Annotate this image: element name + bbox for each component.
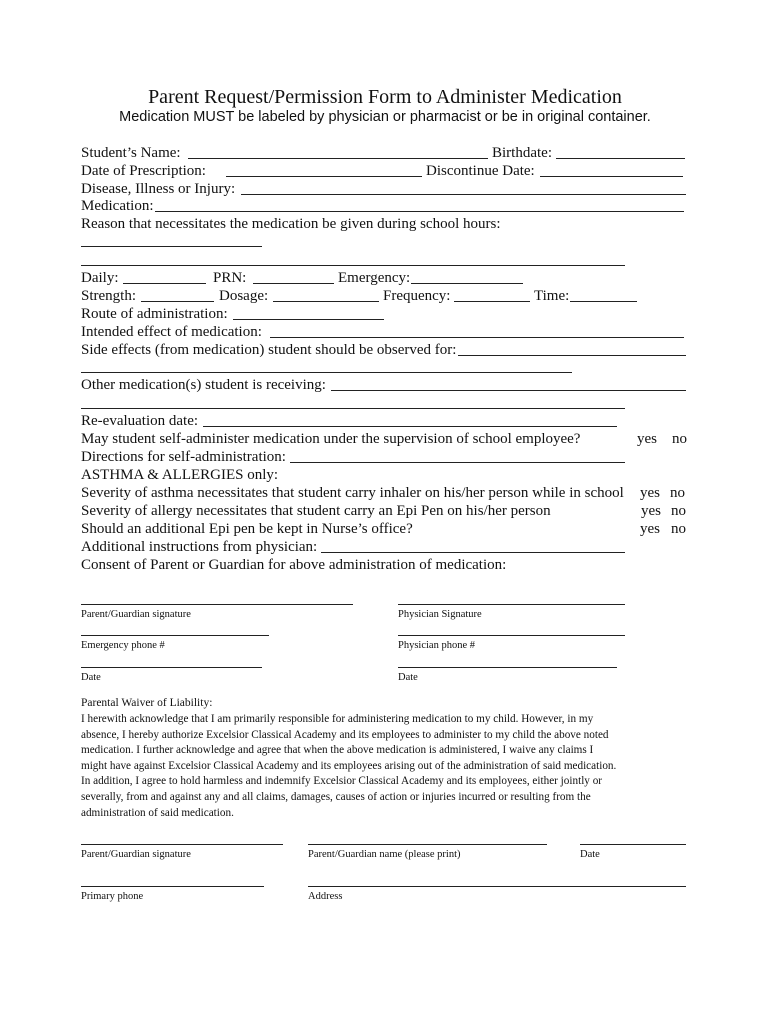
intended-effect-line[interactable] [270, 337, 684, 338]
frequency-line[interactable] [454, 301, 530, 302]
additional-instructions-line[interactable] [321, 552, 625, 553]
reason-label: Reason that necessitates the medication be given during school hours: [81, 216, 501, 232]
daily-line[interactable] [123, 283, 206, 284]
consent-label: Consent of Parent or Guardian for above administration of medication: [81, 557, 507, 573]
student-name-label: Student’s Name: [81, 145, 181, 161]
disease-line[interactable] [241, 194, 686, 195]
date-of-prescription-label: Date of Prescription: [81, 163, 206, 179]
side-effects-line-2[interactable] [81, 372, 572, 373]
disease-label: Disease, Illness or Injury: [81, 181, 236, 197]
other-medication-line[interactable] [331, 390, 686, 391]
page-subtitle: Medication MUST be labeled by physician or pharmacist or be in original container. [119, 109, 651, 125]
intended-effect-label: Intended effect of medication: [81, 324, 262, 340]
physician-phone-line[interactable] [398, 635, 625, 636]
asthma-severity-label: Severity of asthma necessitates that student carry inhaler on his/her person while in school [81, 485, 624, 501]
other-medication-line-2[interactable] [81, 408, 625, 409]
address-line[interactable] [308, 886, 686, 887]
self-administer-label: May student self-administer medication under the supervision of school employee? [81, 431, 581, 447]
reevaluation-line[interactable] [203, 426, 617, 427]
medication-label: Medication: [81, 198, 154, 214]
side-effects-label: Side effects (from medication) student should be observed for: [81, 342, 457, 358]
self-administer-yes[interactable]: yes [637, 431, 657, 447]
medication-line[interactable] [155, 211, 684, 212]
route-label: Route of administration: [81, 306, 228, 322]
strength-label: Strength: [81, 288, 136, 304]
directions-line[interactable] [290, 462, 625, 463]
time-label: Time: [534, 288, 570, 304]
physician-signature-line[interactable] [398, 604, 625, 605]
waiver-heading: Parental Waiver of Liability: [81, 697, 213, 709]
waiver-line: severally, from and against any and all claims, damages, causes of action or injuries incurred or resulting from the [81, 790, 591, 803]
emergency-phone-line[interactable] [81, 635, 269, 636]
emergency-label: Emergency: [338, 270, 411, 286]
allergy-severity-label: Severity of allergy necessitates that student carry an Epi Pen on his/her person [81, 503, 551, 519]
birthdate-label: Birthdate: [492, 145, 552, 161]
discontinue-date-line[interactable] [540, 176, 683, 177]
waiver-line: In addition, I agree to hold harmless and indemnify Excelsior Classical Academy and its employees, either jointly or [81, 775, 603, 788]
dosage-line[interactable] [273, 301, 379, 302]
allergy-severity-no[interactable]: no [671, 503, 686, 519]
physician-phone-label: Physician phone # [398, 640, 475, 651]
physician-signature-label: Physician Signature [398, 609, 482, 620]
reevaluation-label: Re-evaluation date: [81, 413, 199, 429]
emergency-line[interactable] [411, 283, 523, 284]
waiver-line: I herewith acknowledge that I am primarily responsible for administering medication to my child. However, in my [81, 713, 594, 725]
date-of-prescription-line[interactable] [226, 176, 422, 177]
epi-pen-nurse-label: Should an additional Epi pen be kept in Nurse’s office? [81, 521, 413, 537]
other-medication-label: Other medication(s) student is receiving: [81, 377, 326, 393]
bottom-parent-signature-label: Parent/Guardian signature [81, 849, 191, 860]
asthma-allergies-heading: ASTHMA & ALLERGIES only: [81, 467, 279, 483]
daily-label: Daily: [81, 270, 119, 286]
date-label-left: Date [81, 672, 101, 683]
frequency-label: Frequency: [383, 288, 451, 304]
primary-phone-label: Primary phone [81, 891, 144, 902]
date-line-left[interactable] [81, 667, 262, 668]
waiver-line: absence, I hereby authorize Excelsior Classical Academy and its employees to administer to my child the above noted [81, 728, 609, 741]
side-effects-line[interactable] [458, 355, 686, 356]
birthdate-line[interactable] [556, 158, 685, 159]
bottom-date-line[interactable] [580, 844, 686, 845]
dosage-label: Dosage: [219, 288, 269, 304]
self-administer-no[interactable]: no [672, 431, 687, 447]
discontinue-date-label: Discontinue Date: [426, 163, 535, 179]
asthma-severity-yes[interactable]: yes [640, 485, 660, 501]
bottom-parent-signature-line[interactable] [81, 844, 283, 845]
waiver-text [81, 712, 691, 821]
time-line[interactable] [570, 301, 637, 302]
waiver-line: medication. I further acknowledge and agree that when the above medication is administered, I waive any claims I [81, 744, 594, 757]
allergy-severity-yes[interactable]: yes [641, 503, 661, 519]
bottom-parent-name-label: Parent/Guardian name (please print) [308, 849, 461, 860]
prn-line[interactable] [253, 283, 334, 284]
strength-line[interactable] [141, 301, 214, 302]
additional-instructions-label: Additional instructions from physician: [81, 539, 318, 555]
reason-line-1[interactable] [81, 246, 262, 247]
epi-pen-nurse-yes[interactable]: yes [640, 521, 660, 537]
student-name-line[interactable] [188, 158, 488, 159]
parent-signature-line[interactable] [81, 604, 353, 605]
bottom-date-label: Date [580, 849, 600, 860]
reason-line-2[interactable] [81, 265, 625, 266]
date-label-right: Date [398, 672, 418, 683]
bottom-parent-name-line[interactable] [308, 844, 547, 845]
waiver-line: administration of said medication. [81, 806, 234, 819]
epi-pen-nurse-no[interactable]: no [671, 521, 686, 537]
page-title: Parent Request/Permission Form to Administer Medication [148, 86, 622, 108]
address-label: Address [308, 891, 343, 902]
directions-label: Directions for self-administration: [81, 449, 286, 465]
date-line-right[interactable] [398, 667, 617, 668]
prn-label: PRN: [213, 270, 247, 286]
route-line[interactable] [233, 319, 384, 320]
waiver-line: might have against Excelsior Classical Academy and its employees arising out of the administration of said medication. [81, 759, 617, 772]
primary-phone-line[interactable] [81, 886, 264, 887]
emergency-phone-label: Emergency phone # [81, 640, 165, 651]
parent-signature-label: Parent/Guardian signature [81, 609, 191, 620]
asthma-severity-no[interactable]: no [670, 485, 685, 501]
